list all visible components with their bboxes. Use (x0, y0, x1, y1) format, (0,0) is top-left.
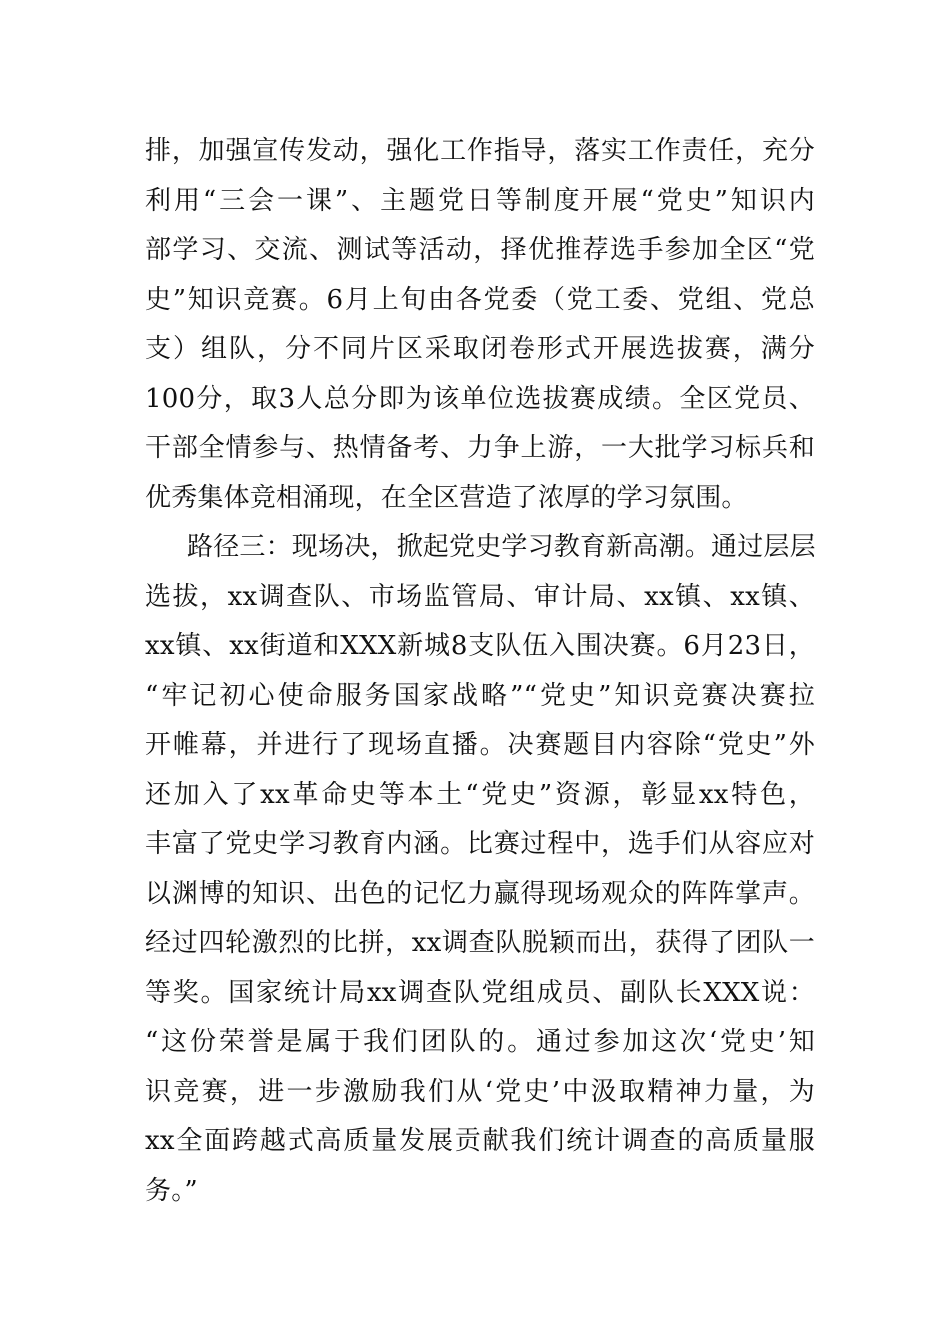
text-line: 100分，取3人总分即为该单位选拔赛成绩。全区党员、 (145, 383, 815, 414)
paragraph-2 (145, 523, 815, 1216)
text-line: 史”知识竞赛。6月上旬由各党委（党工委、党组、党总 (145, 284, 815, 315)
text-line: “牢记初心使命服务国家战略”“党史”知识竞赛决赛拉 (145, 680, 815, 711)
text-line: 优秀集体竞相涌现，在全区营造了浓厚的学习氛围。 (145, 482, 748, 513)
text-line: 支）组队，分不同片区采取闭卷形式开展选拔赛，满分 (145, 334, 815, 364)
text-line: 以渊博的知识、出色的记忆力赢得现场观众的阵阵掌声。 (145, 878, 815, 909)
text-line: 经过四轮激烈的比拼，xx调查队脱颖而出，获得了团队一 (145, 928, 815, 958)
text-line: 利用“三会一课”、主题党日等制度开展“党史”知识内 (145, 185, 815, 216)
text-line: xx镇、xx街道和XXX新城8支队伍入围决赛。6月23日， (145, 631, 815, 661)
text-line: 识竞赛，进一步激励我们从‘党史’中汲取精神力量，为 (145, 1076, 815, 1107)
text-line: 路径三：现场决，掀起党史学习教育新高潮。通过层层 (187, 532, 816, 562)
text-line: 等奖。国家统计局xx调查队党组成员、副队长XXX说： (145, 977, 815, 1008)
text-line: 部学习、交流、测试等活动，择优推荐选手参加全区“党 (145, 235, 815, 265)
text-line: 干部全情参与、热情备考、力争上游，一大批学习标兵和 (145, 433, 815, 463)
text-line: “这份荣誉是属于我们团队的。通过参加这次‘党史’知 (145, 1027, 815, 1057)
text-line: xx全面跨越式高质量发展贡献我们统计调查的高质量服 (145, 1126, 815, 1156)
body-text (145, 127, 815, 1216)
text-line: 排，加强宣传发动，强化工作指导，落实工作责任，充分 (145, 136, 815, 166)
text-line: 还加入了xx革命史等本土“党史”资源，彰显xx特色， (145, 779, 815, 810)
paragraph-1 (145, 127, 815, 523)
text-line: 丰富了党史学习教育内涵。比赛过程中，选手们从容应对 (145, 829, 815, 859)
text-line: 务。” (145, 1175, 198, 1206)
text-line: 开帷幕，并进行了现场直播。决赛题目内容除“党史”外 (145, 730, 815, 760)
text-line: 选拔，xx调查队、市场监管局、审计局、xx镇、xx镇、 (145, 581, 815, 612)
